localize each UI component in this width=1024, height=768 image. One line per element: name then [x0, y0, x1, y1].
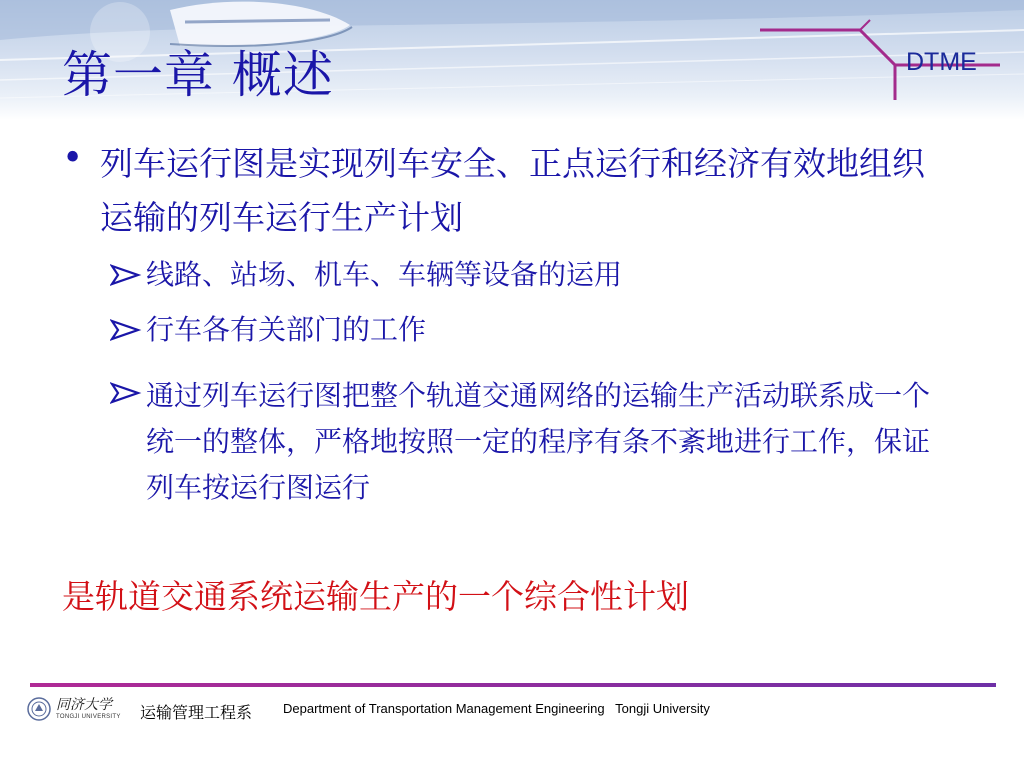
conclusion-text: 是轨道交通系统运输生产的一个综合性计划	[62, 577, 689, 616]
sub-bullet-item	[110, 310, 426, 350]
sub-bullet-text: 行车各有关部门的工作	[146, 313, 427, 346]
department-name-cn: 运输管理工程系	[140, 703, 253, 722]
sub-bullet-item	[110, 373, 950, 511]
department-name-en: Department of Transportation Management Engineering Tongji University	[283, 701, 710, 716]
brand-logo: DTME	[906, 48, 977, 76]
sub-bullet-item	[110, 255, 622, 295]
arrowhead-bullet-icon	[110, 263, 142, 287]
sub-bullet-text: 线路、站场、机车、车辆等设备的运用	[146, 258, 623, 291]
footer-divider	[30, 683, 996, 687]
round-bullet-icon: •	[62, 138, 84, 179]
university-logo-text: 同济大学	[56, 697, 112, 713]
university-seal-icon	[27, 697, 51, 721]
main-bullet-text: 列车运行图是实现列车安全、正点运行和经济有效地组织运输的列车运行生产计划	[100, 144, 925, 237]
arrowhead-bullet-icon	[110, 381, 142, 405]
arrowhead-bullet-icon	[110, 318, 142, 342]
university-logo-subtext: TONGJI UNIVERSITY	[56, 714, 121, 720]
sub-bullet-text: 通过列车运行图把整个轨道交通网络的运输生产活动联系成一个统一的整体，严格地按照一定的程序有条不紊地进行工作，保证列车按运行图运行	[146, 379, 931, 504]
page-title: 第一章 概述	[62, 46, 334, 104]
